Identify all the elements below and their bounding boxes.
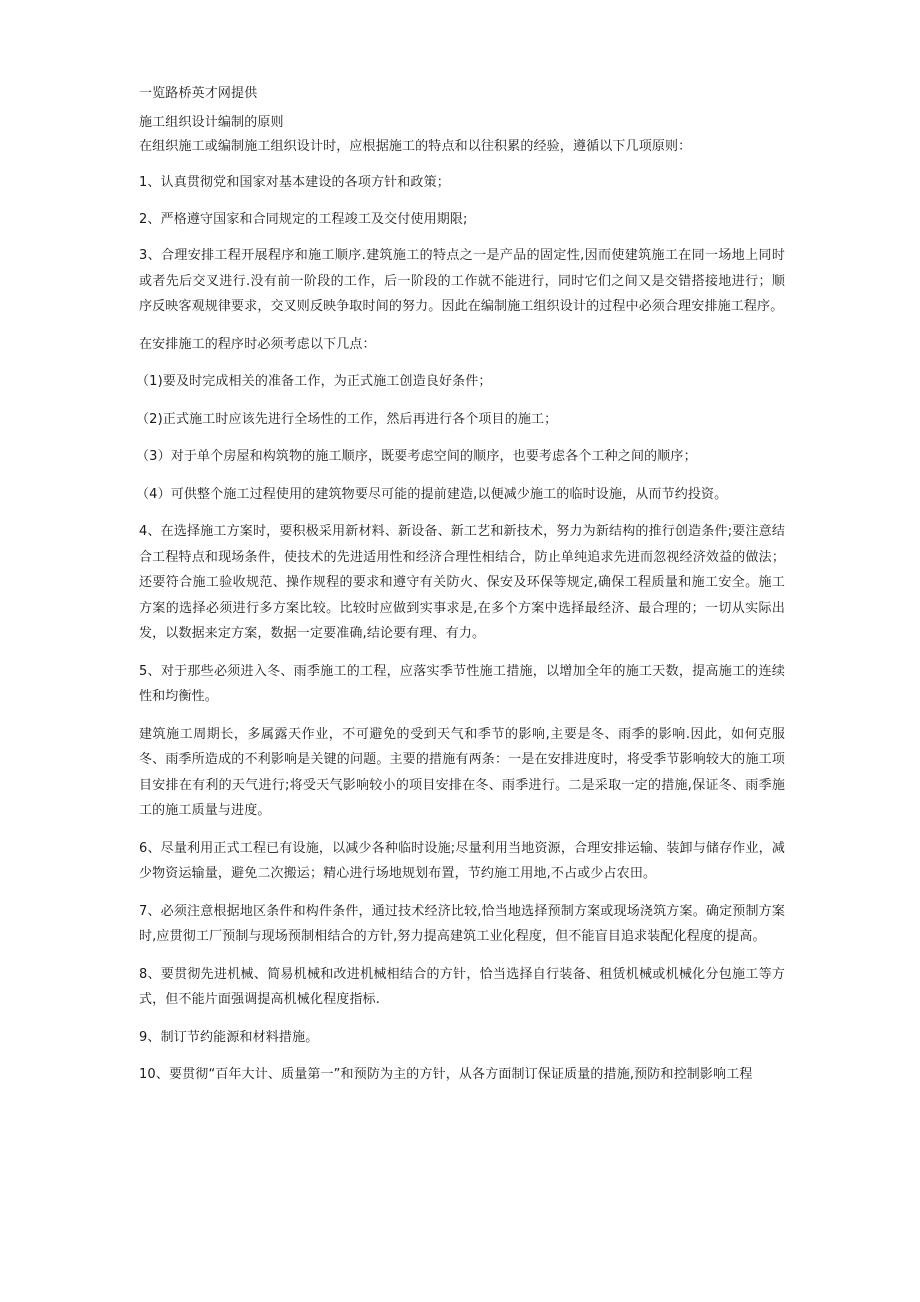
sequence-point-3: （3）对于单个房屋和构筑物的施工顺序，既要考虑空间的顺序，也要考虑各个工种之间的顺序； xyxy=(136,449,697,464)
intro-paragraph: 在组织施工或编制施工组织设计时，应根据施工的特点和以往积累的经验，遵循以下几项原则： xyxy=(139,139,692,154)
principle-10: 10、要贯彻“百年大计、质量第一”和预防为主的方针，从各方面制订保证质量的措施,预防和控制影响工程 xyxy=(139,1067,753,1082)
sequence-point-4: （4）可供整个施工过程使用的建筑物要尽可能的提前建造,以便减少施工的临时设施，从而节约投资。 xyxy=(136,486,728,502)
principle-9: 9、制订节约能源和材料措施。 xyxy=(139,1029,319,1045)
principle-6: 6、尽量利用正式工程已有设施，以减少各种临时设施;尽量利用当地资源，合理安排运输、装卸与储存作业，减少物资运输量，避免二次搬运；精心进行场地规划布置，节约施工用地,不占或少占农田。 xyxy=(139,840,785,881)
document-page xyxy=(136,82,785,1088)
principle-4: 4、在选择施工方案时，要积极采用新材料、新设备、新工艺和新技术，努力为新结构的推行创造条件;要注意结合工程特点和现场条件，使技术的先进适用性和经济合理性相结合，防止单纯追求先进而忽视经济效益的做法；还要符合施工验收规范、操作规程的要求和遵守有关防火、保安及环保等规定,确保工程质量和施工安全。施工方案的选择必须进行多方案比较。比较时应做到实事求是,在多个方案中选择最经济、最合理的；一切从实际出发，以数据来定方案，数据一定要准确,结论要有理、有力。 xyxy=(139,524,785,641)
principle-8: 8、要贯彻先进机械、简易机械和改进机械相结合的方针，恰当选择自行装备、租赁机械或机械化分包施工等方式，但不能片面强调提高机械化程度指标. xyxy=(139,966,785,1007)
sequence-point-1: （1)要及时完成相关的准备工作，为正式施工创造良好条件； xyxy=(136,374,492,389)
sequence-point-2: （2)正式施工时应该先进行全场性的工作，然后再进行各个项目的施工； xyxy=(136,411,558,427)
principle-1: 1、认真贯彻党和国家对基本建设的各项方针和政策； xyxy=(139,175,450,190)
principle-5: 5、对于那些必须进入冬、雨季施工的工程，应落实季节性施工措施，以增加全年的施工天数，提高施工的连续性和均衡性。 xyxy=(139,663,785,704)
source-line: 一览路桥英才网提供 xyxy=(139,86,258,101)
sequence-intro: 在安排施工的程序时必须考虑以下几点： xyxy=(139,336,376,352)
principle-7: 7、必须注意根据地区条件和构件条件，通过技术经济比较,恰当地选择预制方案或现场浇筑方案。确定预制方案时,应贯彻工厂预制与现场预制相结合的方针,努力提高建筑工业化程度，但不能盲目追求装配化程度的提高。 xyxy=(139,903,785,944)
document-title: 施工组织设计编制的原则 xyxy=(139,115,284,130)
season-paragraph: 建筑施工周期长，多属露天作业，不可避免的受到天气和季节的影响,主要是冬、雨季的影响.因此，如何克服冬、雨季所造成的不利影响是关键的问题。主要的措施有两条：一是在安排进度时，将受季节影响较大的施工项目安排在有利的天气进行;将受天气影响较小的项目安排在冬、雨季进行。二是采取一定的措施,保证冬、雨季施工的施工质量与进度。 xyxy=(139,726,785,818)
principle-3: 3、合理安排工程开展程序和施工顺序.建筑施工的特点之一是产品的固定性,因而使建筑施工在同一场地上同时或者先后交叉进行.没有前一阶段的工作，后一阶段的工作就不能进行，同时它们之间又是交错搭接地进行；顺序反映客观规律要求，交叉则反映争取时间的努力。因此在编制施工组织设计的过程中必须合理安排施工程序。 xyxy=(139,248,785,314)
principle-2: 2、严格遵守国家和合同规定的工程竣工及交付使用期限; xyxy=(139,211,468,227)
